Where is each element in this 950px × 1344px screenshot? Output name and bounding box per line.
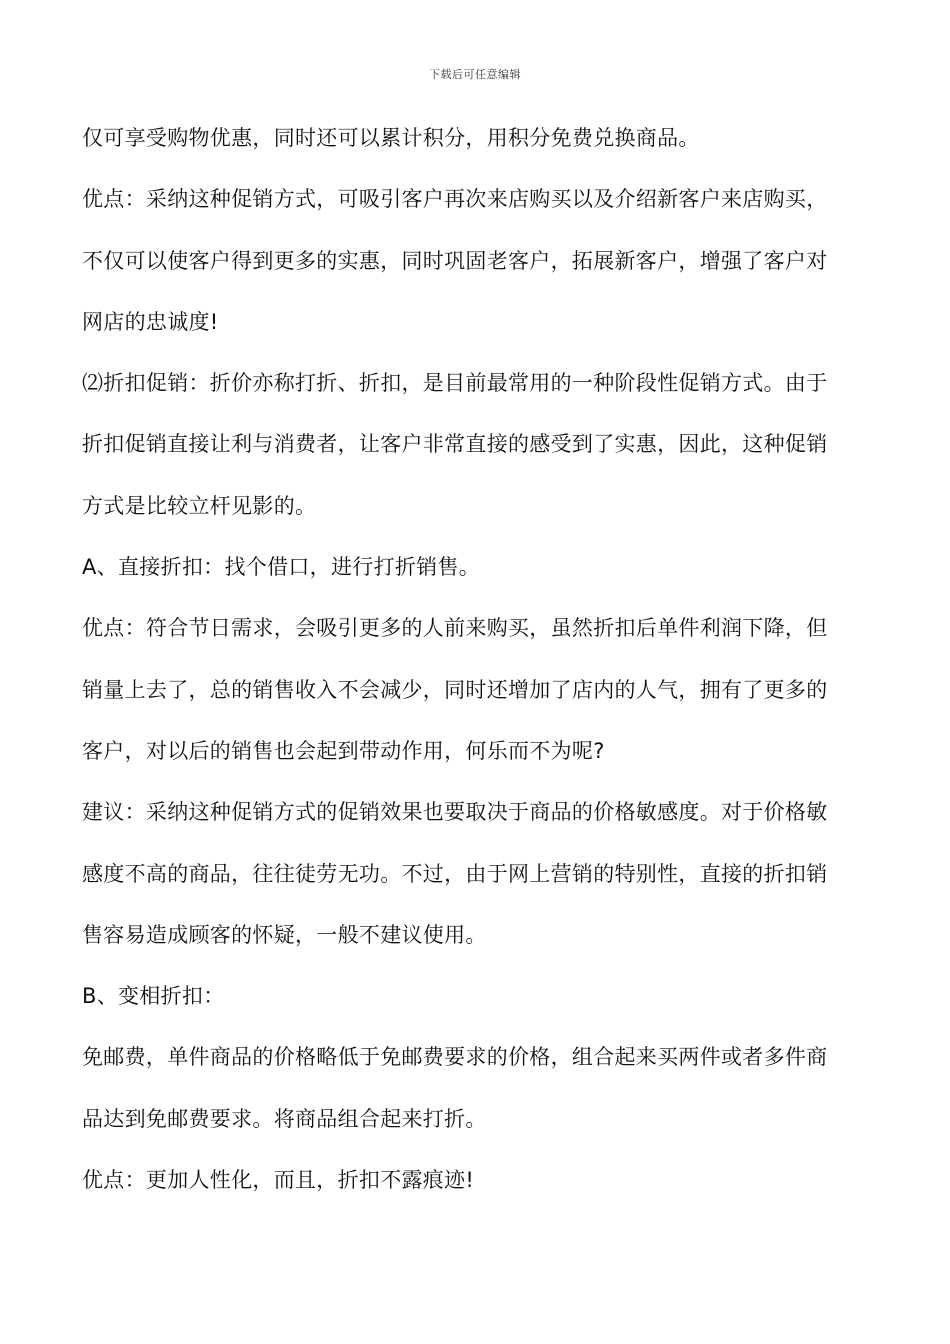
page-header-note: 下载后可任意编辑 xyxy=(429,68,521,81)
text-line: ⑵折扣促销：折价亦称打折、折扣，是目前最常用的一种阶段性促销方式。由于 xyxy=(82,371,828,396)
text-line: 品达到免邮费要求。将商品组合起来打折。 xyxy=(82,1106,487,1131)
text-line: 优点：符合节日需求，会吸引更多的人前来购买，虽然折扣后单件利润下降，但 xyxy=(82,616,828,641)
document-body xyxy=(82,118,872,1221)
text-line: B、变相折扣： xyxy=(82,984,225,1009)
text-line: 网店的忠诚度! xyxy=(82,309,219,334)
text-line: 客户，对以后的销售也会起到带动作用，何乐而不为呢? xyxy=(82,738,605,763)
text-line: 售容易造成顾客的怀疑，一般不建议使用。 xyxy=(82,922,487,947)
text-line: 优点：采纳这种促销方式，可吸引客户再次来店购买以及介绍新客户来店购买， xyxy=(82,187,828,212)
text-line: 方式是比较立杆见影的。 xyxy=(82,493,317,518)
text-line: 建议：采纳这种促销方式的促销效果也要取决于商品的价格敏感度。对于价格敏 xyxy=(82,800,828,825)
text-line: 折扣促销直接让利与消费者，让客户非常直接的感受到了实惠，因此，这种促销 xyxy=(82,432,828,457)
text-line: 不仅可以使客户得到更多的实惠，同时巩固老客户，拓展新客户，增强了客户对 xyxy=(82,248,828,273)
text-line: 感度不高的商品，往往徒劳无功。不过，由于网上营销的特别性，直接的折扣销 xyxy=(82,861,828,886)
text-line: 仅可享受购物优惠，同时还可以累计积分，用积分免费兑换商品。 xyxy=(82,126,700,150)
text-line: A、直接折扣：找个借口，进行打折销售。 xyxy=(82,555,481,580)
text-line: 免邮费，单件商品的价格略低于免邮费要求的价格，组合起来买两件或者多件商 xyxy=(82,1045,828,1070)
text-line: 销量上去了，总的销售收入不会减少，同时还增加了店内的人气，拥有了更多的 xyxy=(82,677,828,702)
text-line: 优点：更加人性化，而且，折扣不露痕迹! xyxy=(82,1168,475,1193)
